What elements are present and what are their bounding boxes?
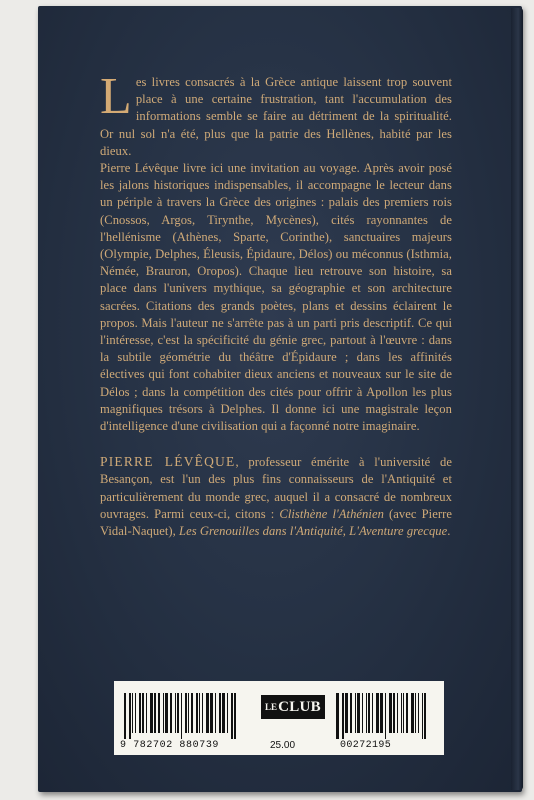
barcode-bar: [372, 693, 373, 733]
barcode-bar: [234, 693, 236, 739]
barcode-bar: [366, 693, 367, 733]
barcode-bar: [380, 693, 383, 733]
barcode-bar: [393, 693, 395, 733]
barcode-icon: [336, 693, 428, 737]
barcode-bar: [129, 693, 131, 739]
barcode-bar: [362, 693, 363, 733]
barcode-bar: [418, 693, 419, 733]
barcode-bar: [227, 693, 228, 733]
blurb-text: [100, 68, 452, 540]
item-code: 00272195: [340, 740, 392, 751]
barcode-bar: [415, 693, 416, 733]
barcode-bar: [150, 693, 153, 733]
work-title: Clisthène l'Athénien: [279, 506, 384, 521]
isbn-number: 9 782702 880739: [120, 740, 220, 751]
barcode-bar: [202, 693, 203, 733]
author-name: PIERRE LÉVÊQUE: [100, 454, 236, 470]
barcode-bar: [181, 693, 182, 739]
barcode-bar: [124, 693, 126, 739]
barcode-bar: [345, 693, 348, 733]
barcode-bar: [210, 693, 213, 733]
logo-club: CLUB: [278, 699, 321, 715]
barcode-bar: [231, 693, 233, 739]
bio-text: (avec Pierre Vidal-Naquet),: [100, 506, 452, 539]
barcode-bar: [158, 693, 160, 733]
barcode-bar: [175, 693, 176, 733]
work-title: Les Grenouilles dans l'Antiquité: [179, 524, 343, 539]
barcode-bar: [389, 693, 392, 733]
barcode-bar: [222, 693, 225, 733]
barcode-bar: [191, 693, 193, 733]
author-bio: [100, 453, 452, 540]
barcode-panel: [114, 681, 444, 755]
barcode-bar: [401, 693, 402, 733]
barcode-bar: [132, 693, 133, 733]
barcode-bar: [385, 693, 386, 739]
barcode-bar: [185, 693, 187, 733]
barcode-bar: [336, 693, 339, 739]
barcode-bar: [188, 693, 189, 733]
work-title: L'Aventure grecque: [349, 524, 448, 539]
bio-text: ,: [342, 524, 350, 539]
summary-paragraph: Pierre Lévêque livre ici une invitation au voyage. Après avoir posé les jalons historiques indispensables, il accompagne le lecteur dans un périple à travers la Grèce des origines : palais des premiers rois (Cnossos, Argos, Tirynthe, Mycènes), cités rayonnantes de l'hellénisme (Athènes, Sparte, Corinthe), sanctuaires majeurs (Olympie, Delphes, Éleusis, Épidaure, Délos) ou méconnus (Isthmia, Némée, Brauron, Oropos). Chaque lieu retrouve son histoire, sa place dans l'univers mythique, sa géographie et son architecture sacrées. Citations des grands poètes, plans et dessins éclairent le propos. Mais l'auteur ne s'arrête pas à un parti pris descriptif. Ce qui l'intéresse, c'est la spécificité du génie grec, partout à l'œuvre : dans la subtile géométrie du théâtre d'Épidaure ; dans les affinités électives qui font cohabiter dieux anciens et nouveaux sur le site de Délos ; dans la compétition des cités pour offrir à Apollon les plus magnifiques trésors à Delphes. Il donne ici une magistrale leçon d'intelligence d'une civilisation qui a façonné notre imaginaire.: [100, 161, 452, 434]
barcode-bar: [357, 693, 360, 733]
barcode-bar: [376, 693, 379, 733]
barcode-bar: [154, 693, 156, 733]
barcode-bar: [142, 693, 144, 733]
barcode-bar: [368, 693, 370, 733]
barcode-bar: [206, 693, 209, 733]
barcode-bar: [411, 693, 414, 733]
barcode-bar: [215, 693, 216, 733]
barcode-bar: [355, 693, 356, 733]
intro-text: es livres consacrés à la Grèce antique laissent trop souvent place à une certaine frustration, tant l'accumulation des informations semble se faire au détriment de la spiritualité. Or nul sol n'a été, plus que la patrie des Hellènes, habité par les dieux.: [100, 75, 452, 158]
dropcap-letter: L: [100, 68, 132, 125]
bio-text: , professeur émérite à l'université de Besançon, est l'un des plus fins connaisseurs de l'Antiquité et particulièrement du monde grec, auquel il a consacré de nombreux ouvrages. Parmi ceux-ci, citons :: [100, 455, 452, 521]
barcode-bar: [350, 693, 352, 733]
bio-text: .: [447, 524, 451, 539]
barcode-bar: [165, 693, 168, 733]
barcode-bar: [170, 693, 172, 733]
barcode-bar: [139, 693, 141, 733]
barcode-bar: [422, 693, 423, 739]
intro-paragraph: [100, 68, 452, 160]
barcode-bar: [199, 693, 200, 733]
price-label: 25.00: [270, 740, 296, 751]
barcode-bar: [177, 693, 179, 733]
barcode-bar: [219, 693, 221, 733]
barcode-bar: [403, 693, 404, 733]
book-spine-edge: [511, 8, 523, 790]
barcode-bar: [342, 693, 344, 739]
barcode-bar: [397, 693, 398, 733]
barcode-bar: [163, 693, 164, 733]
barcode-bar: [135, 693, 136, 733]
barcode-bar: [424, 693, 426, 739]
barcode-bar: [196, 693, 198, 733]
barcode-bar: [406, 693, 408, 733]
logo-le: LE: [265, 702, 278, 712]
barcode-bar: [146, 693, 147, 733]
publisher-logo: [261, 695, 325, 719]
barcode-icon: [124, 693, 238, 737]
